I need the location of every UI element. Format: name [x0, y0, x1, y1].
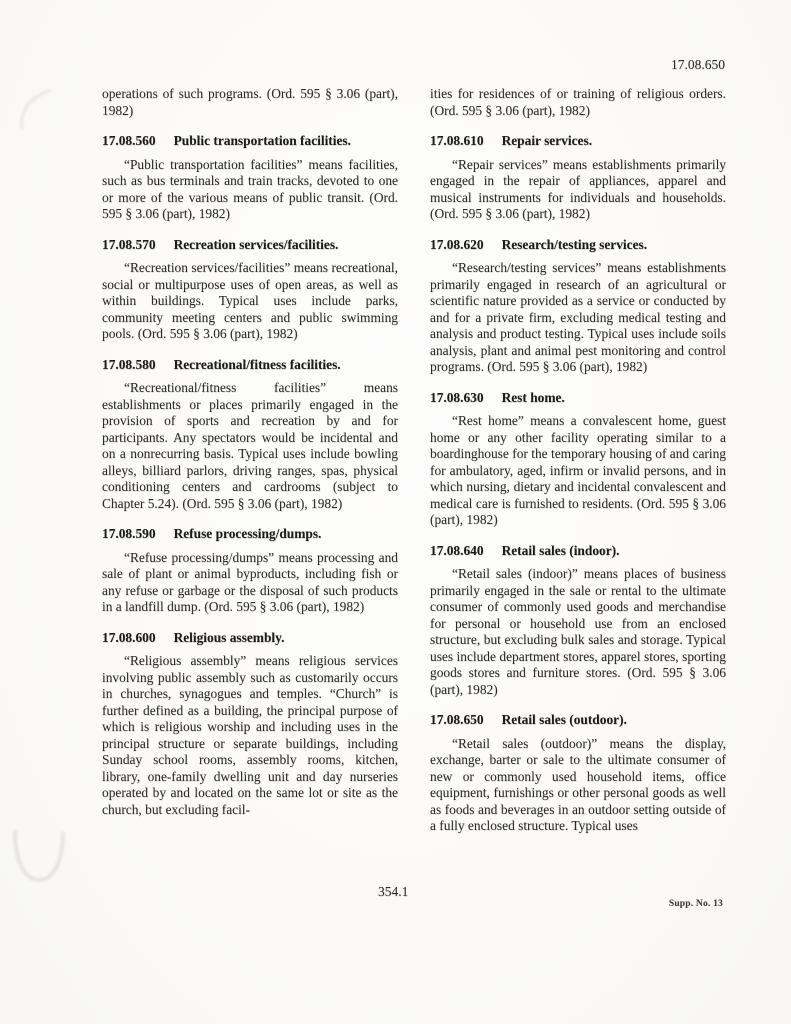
section-heading — [430, 543, 726, 560]
section-number: 17.08.590 — [102, 526, 156, 541]
section-number: 17.08.640 — [430, 542, 484, 558]
section-17-08-600 — [102, 630, 398, 819]
section-17-08-650 — [430, 712, 726, 835]
section-heading — [102, 526, 398, 543]
section-title: Recreational/fitness facilities. — [173, 356, 341, 372]
section-title: Research/testing services. — [501, 236, 648, 252]
section-heading — [102, 133, 398, 150]
section-number: 17.08.580 — [102, 356, 156, 372]
section-body: “Research/testing services” means establishments primarily engaged in research of an agricultural or scientific nature provided as a service or conducted by and for a private firm, excluding medical testing and analysis and product testing. Typical uses include soils analysis, plant and animal pest monitoring and control programs. (Ord. 595 § 3.06 (part), 1982) — [430, 260, 726, 374]
section-17-08-590 — [102, 526, 398, 616]
supplement-number: Supp. No. 13 — [668, 899, 723, 909]
section-title: Recreation services/facilities. — [173, 236, 339, 252]
section-17-08-620 — [430, 237, 726, 376]
section-title: Refuse processing/dumps. — [173, 526, 322, 541]
section-title: Rest home. — [501, 389, 565, 405]
section-body: “Religious assembly” means religious services involving public assembly such as customarily occurs in churches, synagogues and temples. “Church” is further defined as a building, the principal purpose of which is religious worship and including uses in the principal structure or separate buildings, including Sunday school rooms, assembly rooms, kitchen, library, one-family dwelling unit and day nurseries operated by and located on the same lot or site as the church, but excluding facil- — [102, 653, 398, 817]
section-17-08-640 — [430, 543, 726, 699]
section-17-08-610 — [430, 133, 726, 223]
scan-artifact-top-left — [5, 82, 57, 134]
page-number: 354.1 — [378, 884, 409, 899]
section-heading — [430, 712, 726, 729]
section-number: 17.08.600 — [102, 629, 156, 645]
section-heading — [430, 390, 726, 407]
section-body: “Recreation services/facilities” means recreational, social or multipurpose uses of open areas, as well as within buildings. Typical uses include parks, community meeting centers and public swimming pools. (Ord. 595 § 3.06 (part), 1982) — [102, 260, 398, 341]
section-17-08-580 — [102, 357, 398, 513]
section-heading — [102, 237, 398, 254]
section-number: 17.08.570 — [102, 236, 156, 252]
right-column — [430, 86, 726, 835]
section-body: “Repair services” means establishments primarily engaged in the repair of appliances, apparel and musical instruments for individuals and households. (Ord. 595 § 3.06 (part), 1982) — [430, 156, 726, 221]
section-body: “Refuse processing/dumps” means processing and sale of plant or animal byproducts, including fish or any refuse or garbage or the disposal of such products in a landfill dump. (Ord. 595 § 3.06 (part), 1982) — [102, 549, 398, 614]
section-title: Repair services. — [501, 133, 593, 148]
section-number: 17.08.560 — [102, 133, 156, 148]
section-body: “Public transportation facilities” means facilities, such as bus terminals and train tracks, devoted to one or more of the various means of public transit. (Ord. 595 § 3.06 (part), 1982) — [102, 156, 398, 221]
section-17-08-630 — [430, 390, 726, 529]
section-17-08-570 — [102, 237, 398, 343]
section-body: “Retail sales (outdoor)” means the display, exchange, barter or sale to the ultimate consumer of new or commonly used household items, office equipment, furnishings or other personal goods as well as foods and beverages in an outdoor setting outside of a fully enclosed structure. Typical uses — [430, 735, 726, 833]
section-title: Public transportation facilities. — [173, 133, 351, 148]
section-body: “Rest home” means a convalescent home, guest home or any other facility operating similar to a boardinghouse for the temporary housing of and caring for ambulatory, aged, infirm or invalid persons, and in which nursing, dietary and incidental convalescent and medical care is furnished to residents. (Ord. 595 § 3.06 (part), 1982) — [430, 413, 726, 527]
continuation-paragraph: ities for residences of or training of religious orders. (Ord. 595 § 3.06 (part), 1982) — [430, 86, 726, 118]
section-17-08-560 — [102, 133, 398, 223]
section-body: “Retail sales (indoor)” means places of business primarily engaged in the sale or rental to the ultimate consumer of commonly used goods and merchandise for personal or household use from an enclosed structure, but excluding bulk sales and storage. Typical uses include department stores, apparel stores, sporting goods stores and furniture stores. (Ord. 595 § 3.06 (part), 1982) — [430, 566, 726, 697]
section-number: 17.08.620 — [430, 236, 484, 252]
continuation-paragraph: operations of such programs. (Ord. 595 § 3.06 (part), 1982) — [102, 86, 398, 118]
header-section-reference: 17.08.650 — [671, 57, 725, 72]
scan-artifact-bottom-left — [8, 826, 70, 886]
section-number: 17.08.630 — [430, 389, 484, 405]
section-title: Retail sales (indoor). — [501, 542, 620, 558]
section-number: 17.08.610 — [430, 133, 484, 148]
section-heading — [430, 237, 726, 254]
left-column — [102, 86, 398, 835]
section-heading — [430, 133, 726, 150]
section-title: Retail sales (outdoor). — [501, 712, 627, 727]
section-number: 17.08.650 — [430, 712, 484, 727]
section-title: Religious assembly. — [173, 629, 285, 645]
section-heading — [102, 630, 398, 647]
section-body: “Recreational/fitness facilities” means establishments or places primarily engaged in the provision of sports and recreation by and for participants. Any spectators would be incidental and on a nonrecurring basis. Typical uses include bowling alleys, billiard parlors, driving ranges, spas, physical conditioning centers and cardrooms (subject to Chapter 5.24). (Ord. 595 § 3.06 (part), 1982) — [102, 380, 398, 511]
two-column-text-block — [102, 86, 726, 835]
section-heading — [102, 357, 398, 374]
